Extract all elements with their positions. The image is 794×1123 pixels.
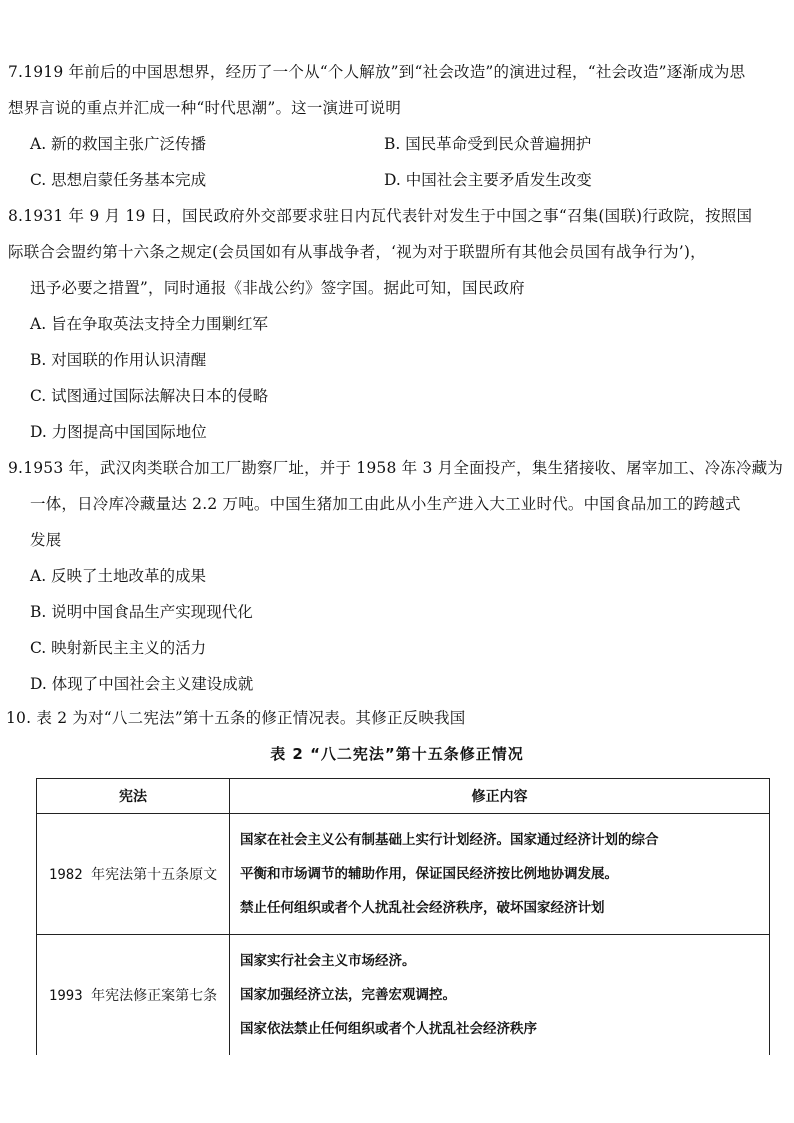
- q7-option-b: B. 国民革命受到民众普遍拥护: [384, 135, 592, 153]
- q9-stem-line-1: 9.1953 年，武汉肉类联合加工厂勘察厂址，并于 1958 年 3 月全面投产，集生猪接收、屠宰加工、冷冻冷藏为: [8, 459, 784, 477]
- revision-table: [36, 778, 770, 1055]
- q7-option-d: D. 中国社会主要矛盾发生改变: [384, 171, 592, 189]
- q10-stem-line-1: 10. 表 2 为对“八二宪法”第十五条的修正情况表。其修正反映我国: [6, 709, 466, 727]
- row-content-1993: [230, 935, 770, 1056]
- q8-option-b: B. 对国联的作用认识清醒: [30, 351, 207, 369]
- q9-stem-line-2: 一体，日冷库冷藏量达 2.2 万吨。中国生猪加工由此从小生产进入大工业时代。中国食品加工的跨越式: [30, 495, 741, 513]
- header-revision-content: 修正内容: [230, 779, 770, 814]
- q8-option-c: C. 试图通过国际法解决日本的侵略: [30, 387, 269, 405]
- q8-option-a: A. 旨在争取英法支持全力围剿红军: [30, 315, 269, 333]
- row-content-1982: [230, 814, 770, 935]
- q7-stem-line-2: 想界言说的重点并汇成一种“时代思潮”。这一演进可说明: [8, 99, 402, 117]
- q9-option-b: B. 说明中国食品生产实现现代化: [30, 603, 253, 621]
- table-title: 表 2 “八二宪法”第十五条修正情况: [270, 745, 524, 763]
- q7-option-a: A. 新的救国主张广泛传播: [30, 135, 207, 153]
- q7-stem-line-1: 7.1919 年前后的中国思想界，经历了一个从“个人解放”到“社会改造”的演进过程，“社会改造”逐渐成为思: [8, 63, 746, 81]
- content-line: 平衡和市场调节的辅助作用，保证国民经济按比例地协调发展。: [240, 866, 618, 882]
- content-line: 国家加强经济立法，完善宏观调控。: [240, 987, 456, 1003]
- table-header-row: [37, 779, 770, 814]
- q8-stem-line-1: 8.1931 年 9 月 19 日，国民政府外交部要求驻日内瓦代表针对发生于中国之事“召集(国联)行政院，按照国: [8, 207, 753, 225]
- table-row: [37, 814, 770, 935]
- q9-option-a: A. 反映了土地改革的成果: [30, 567, 207, 585]
- content-line: 禁止任何组织或者个人扰乱社会经济秩序，破坏国家经济计划: [240, 900, 605, 916]
- q8-stem-line-3: 迅予必要之措置”，同时通报《非战公约》签字国。据此可知，国民政府: [30, 279, 525, 297]
- row-label-1993: 1993 年宪法修正案第七条: [37, 935, 230, 1056]
- q9-option-d: D. 体现了中国社会主义建设成就: [30, 675, 254, 693]
- content-line: 国家依法禁止任何组织或者个人扰乱社会经济秩序: [240, 1021, 537, 1037]
- table-row: [37, 935, 770, 1056]
- q9-stem-line-3: 发展: [30, 531, 62, 549]
- header-constitution: 宪法: [37, 779, 230, 814]
- row-label-1982: 1982 年宪法第十五条原文: [37, 814, 230, 935]
- content-line: 国家在社会主义公有制基础上实行计划经济。国家通过经济计划的综合: [240, 832, 659, 848]
- content-line: 国家实行社会主义市场经济。: [240, 953, 416, 969]
- q8-stem-line-2: 际联合会盟约第十六条之规定(会员国如有从事战争者，‘视为对于联盟所有其他会员国有战争行为’)，: [8, 243, 706, 261]
- q7-option-c: C. 思想启蒙任务基本完成: [30, 171, 207, 189]
- q8-option-d: D. 力图提高中国国际地位: [30, 423, 207, 441]
- q9-option-c: C. 映射新民主主义的活力: [30, 639, 207, 657]
